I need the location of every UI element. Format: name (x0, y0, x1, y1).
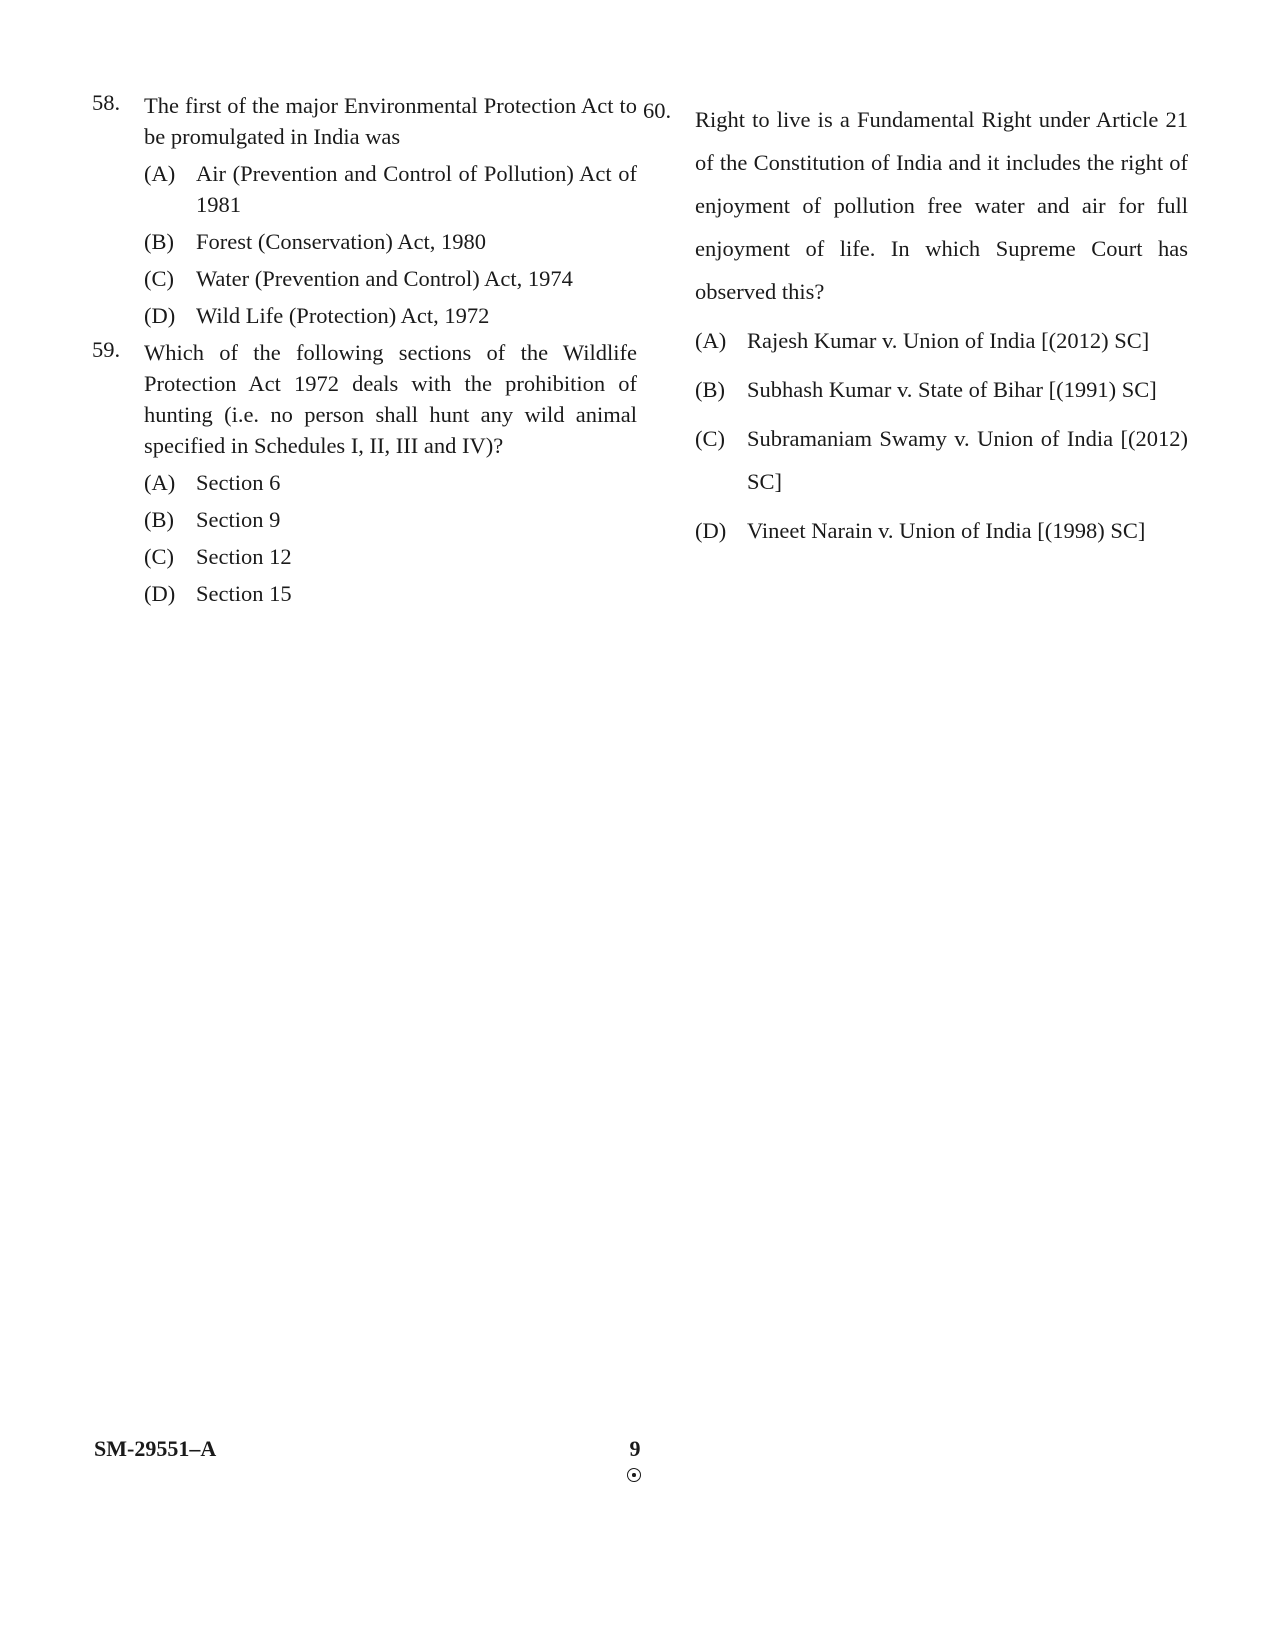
option-a (695, 319, 1188, 362)
option-text: Section 12 (196, 544, 292, 569)
question-60 (643, 98, 1188, 552)
option-a (144, 158, 637, 220)
option-letter: (A) (144, 470, 176, 495)
option-d (144, 300, 637, 331)
option-text: Air (Prevention and Control of Pollution) Act of 1981 (196, 161, 637, 217)
option-text: Water (Prevention and Control) Act, 1974 (196, 266, 573, 291)
option-b (144, 226, 637, 257)
question-text: Which of the following sections of the Wildlife Protection Act 1972 deals with the prohibition of hunting (i.e. no person shall hunt any wild animal specified in Schedules I, II, III and IV)? (144, 340, 637, 458)
option-letter: (B) (144, 507, 174, 532)
option-letter: (B) (695, 377, 725, 402)
option-d (144, 578, 637, 609)
option-text: Subhash Kumar v. State of Bihar [(1991) SC] (747, 377, 1157, 402)
option-text: Wild Life (Protection) Act, 1972 (196, 303, 490, 328)
question-text: Right to live is a Fundamental Right under Article 21 of the Constitution of India and it includes the right of enjoyment of pollution free water and air for full enjoyment of life. In which Supreme Court has observed this? (695, 107, 1188, 304)
option-b (144, 504, 637, 535)
option-d (695, 509, 1188, 552)
left-column (92, 90, 637, 615)
option-letter: (C) (695, 426, 725, 451)
option-letter: (B) (144, 229, 174, 254)
option-letter: (A) (695, 328, 727, 353)
option-text: Section 6 (196, 470, 281, 495)
paper-code: SM-29551–A (94, 1436, 217, 1461)
question-number: 58. (92, 90, 121, 115)
option-c (144, 263, 637, 294)
option-letter: (D) (695, 518, 727, 543)
right-column (643, 90, 1188, 558)
question-number: 60. (643, 98, 672, 123)
registration-mark-icon (627, 1468, 641, 1482)
option-c (144, 541, 637, 572)
option-list (144, 467, 637, 609)
question-59 (92, 337, 637, 609)
option-letter: (C) (144, 266, 174, 291)
question-58 (92, 90, 637, 331)
option-text: Vineet Narain v. Union of India [(1998) SC] (747, 518, 1146, 543)
option-letter: (D) (144, 581, 176, 606)
option-list (144, 158, 637, 331)
option-b (695, 368, 1188, 411)
option-letter: (A) (144, 161, 176, 186)
option-text: Rajesh Kumar v. Union of India [(2012) SC] (747, 328, 1150, 353)
page-number: 9 (629, 1436, 641, 1461)
option-text: Subramaniam Swamy v. Union of India [(2012) SC] (747, 426, 1188, 494)
option-text: Forest (Conservation) Act, 1980 (196, 229, 486, 254)
option-a (144, 467, 637, 498)
option-list (695, 319, 1188, 552)
option-text: Section 9 (196, 507, 281, 532)
question-number: 59. (92, 337, 121, 362)
option-letter: (C) (144, 544, 174, 569)
option-text: Section 15 (196, 581, 292, 606)
option-c (695, 417, 1188, 503)
question-text: The first of the major Environmental Protection Act to be promulgated in India was (144, 93, 637, 149)
option-letter: (D) (144, 303, 176, 328)
